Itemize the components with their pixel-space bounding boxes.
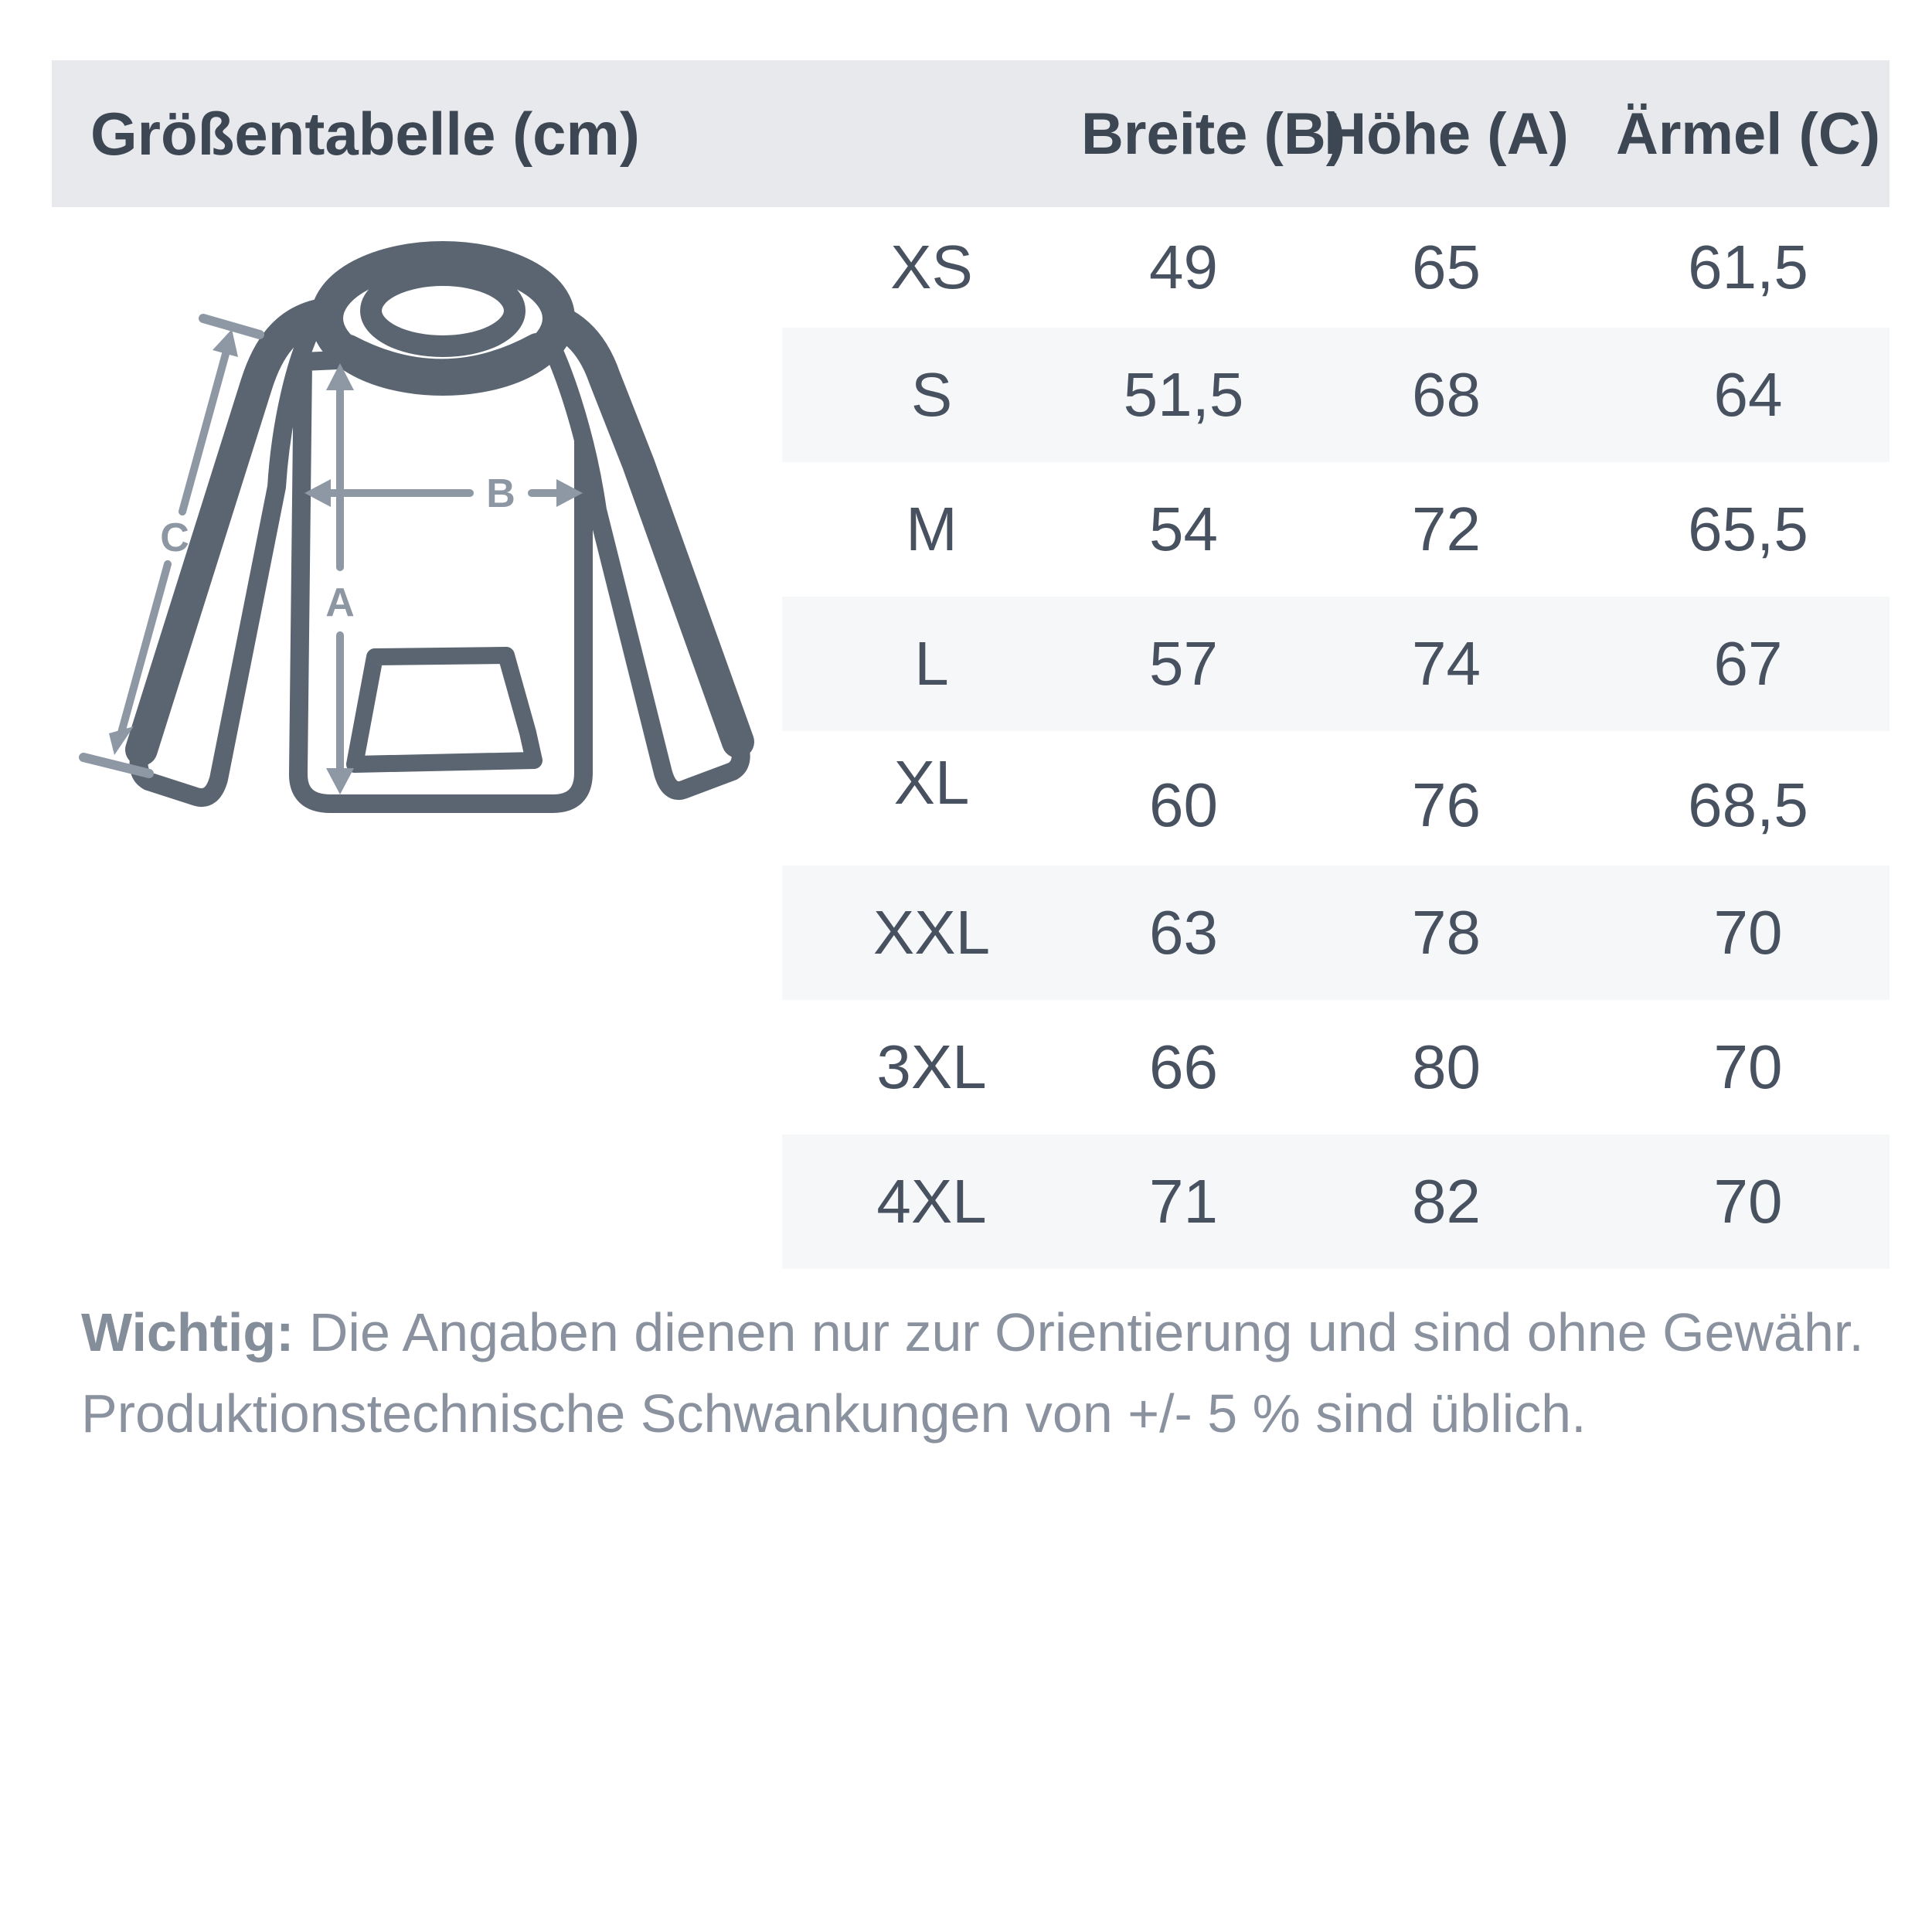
size-label: M bbox=[906, 495, 957, 563]
disclaimer-line-1: Wichtig: Die Angaben dienen nur zur Orientierung und sind ohne Gewähr. bbox=[81, 1302, 1864, 1362]
label-b: B bbox=[486, 471, 515, 516]
aermel-value: 68,5 bbox=[1688, 770, 1808, 839]
table-row bbox=[782, 597, 1889, 731]
hoehe-value: 76 bbox=[1412, 770, 1481, 839]
breite-value: 54 bbox=[1149, 495, 1218, 563]
hoodie-measurement-diagram bbox=[46, 232, 804, 889]
hoehe-value: 68 bbox=[1412, 360, 1481, 429]
table-row bbox=[782, 1000, 1889, 1134]
table-header-bar bbox=[52, 60, 1889, 207]
aermel-value: 61,5 bbox=[1688, 233, 1808, 301]
aermel-value: 64 bbox=[1713, 360, 1783, 429]
aermel-value: 70 bbox=[1713, 898, 1783, 967]
size-table-body bbox=[782, 207, 1889, 1269]
size-label: XL bbox=[893, 748, 970, 817]
table-row bbox=[782, 731, 1889, 866]
column-header-hoehe: Höhe (A) bbox=[1324, 100, 1569, 167]
size-label: XS bbox=[890, 233, 973, 301]
breite-value: 57 bbox=[1149, 629, 1218, 698]
hood-opening bbox=[371, 275, 515, 346]
hoehe-value: 80 bbox=[1412, 1032, 1481, 1101]
aermel-value: 70 bbox=[1713, 1032, 1783, 1101]
size-label: 4XL bbox=[876, 1167, 987, 1236]
breite-value: 49 bbox=[1149, 233, 1218, 301]
label-c: C bbox=[160, 515, 189, 560]
hoehe-value: 78 bbox=[1412, 898, 1481, 967]
page-title: Größentabelle (cm) bbox=[90, 99, 640, 168]
size-label: S bbox=[910, 360, 953, 429]
table-row bbox=[782, 462, 1889, 597]
table-row bbox=[782, 207, 1889, 328]
size-label: L bbox=[914, 629, 949, 698]
table-row bbox=[782, 1134, 1889, 1269]
breite-value: 51,5 bbox=[1123, 360, 1244, 429]
breite-value: 63 bbox=[1149, 898, 1218, 967]
breite-value: 60 bbox=[1149, 770, 1218, 839]
disclaimer-line-2: Produktionstechnische Schwankungen von +/- 5 % sind üblich. bbox=[81, 1383, 1587, 1444]
hoehe-value: 65 bbox=[1412, 233, 1481, 301]
size-label: 3XL bbox=[876, 1032, 987, 1101]
table-row bbox=[782, 866, 1889, 1000]
size-label: XXL bbox=[872, 898, 991, 967]
aermel-value: 67 bbox=[1713, 629, 1783, 698]
breite-value: 71 bbox=[1149, 1167, 1218, 1236]
column-header-breite: Breite (B) bbox=[1081, 100, 1346, 167]
table-row bbox=[782, 328, 1889, 462]
breite-value: 66 bbox=[1149, 1032, 1218, 1101]
kangaroo-pocket bbox=[355, 655, 534, 764]
hoehe-value: 74 bbox=[1412, 629, 1481, 698]
hoehe-value: 82 bbox=[1412, 1167, 1481, 1236]
aermel-value: 70 bbox=[1713, 1167, 1783, 1236]
disclaimer-note bbox=[81, 1292, 1874, 1454]
hoehe-value: 72 bbox=[1412, 495, 1481, 563]
aermel-value: 65,5 bbox=[1688, 495, 1808, 563]
column-header-aermel: Ärmel (C) bbox=[1615, 100, 1881, 167]
label-a: A bbox=[325, 580, 355, 625]
disclaimer-bold-word: Wichtig: bbox=[81, 1302, 294, 1362]
